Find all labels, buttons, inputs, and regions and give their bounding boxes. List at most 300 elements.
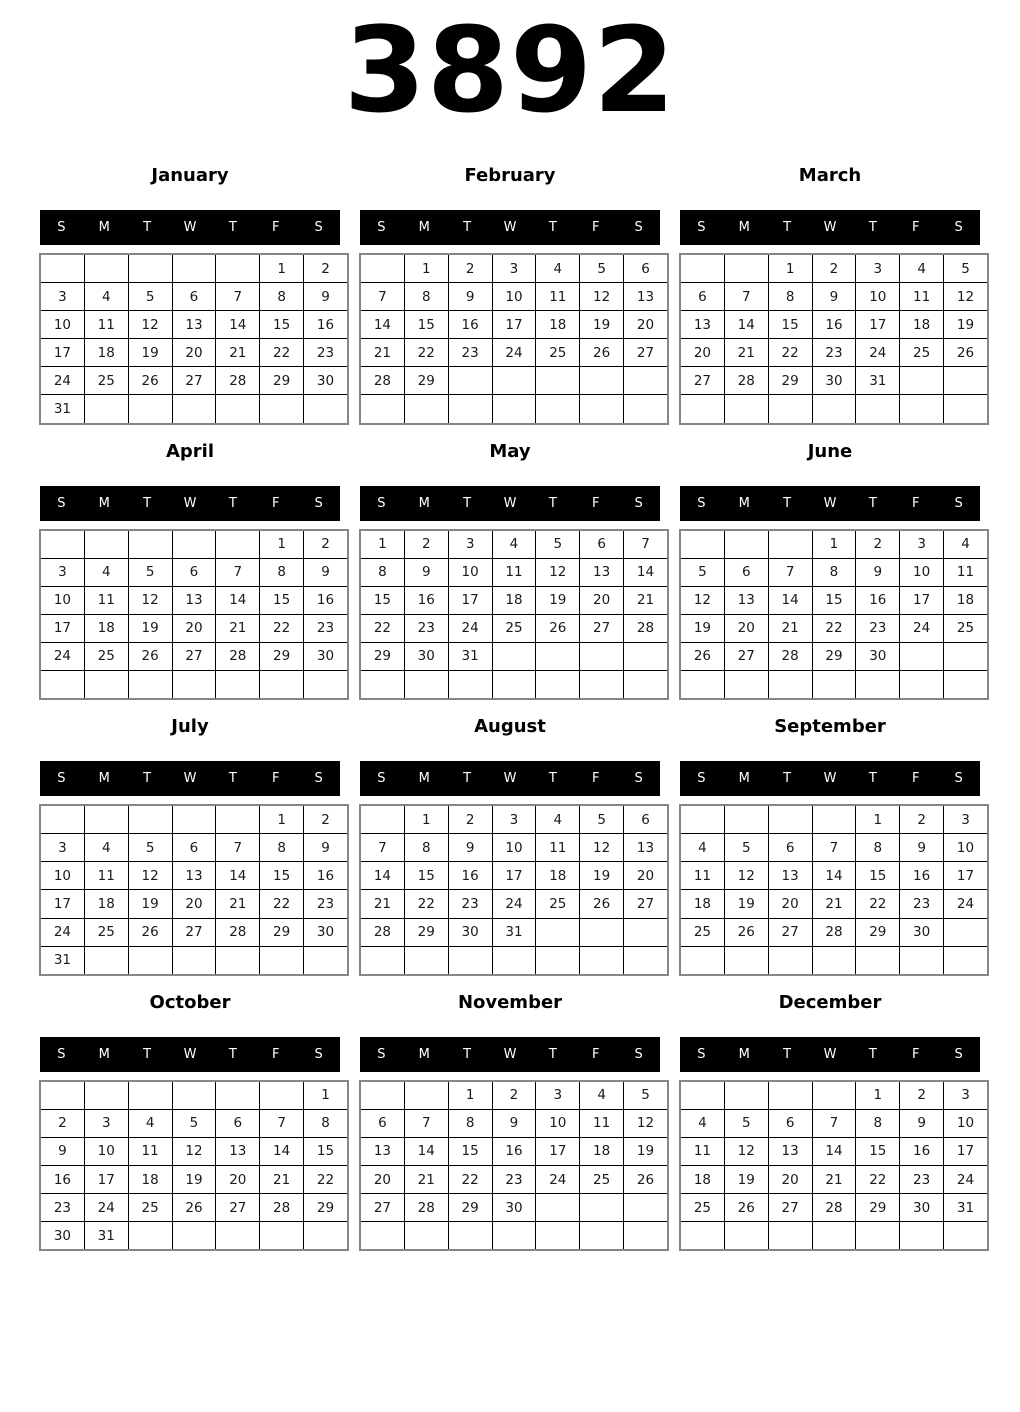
day-cell: 15 (304, 1137, 348, 1165)
day-cell: 30 (304, 918, 348, 946)
day-cell: 14 (216, 586, 260, 614)
day-cell: 27 (768, 1194, 812, 1222)
month-april (40, 441, 340, 700)
day-cell: 24 (41, 918, 85, 946)
week-row (41, 1165, 348, 1193)
day-cell: 9 (900, 834, 944, 862)
empty-day-cell (944, 1222, 988, 1250)
day-cell: 16 (812, 311, 856, 339)
month-november (360, 992, 660, 1251)
day-cell: 23 (304, 339, 348, 367)
day-cell: 13 (361, 1137, 405, 1165)
empty-day-cell (944, 918, 988, 946)
weekday-label: S (634, 1046, 643, 1062)
weekday-label: W (503, 771, 517, 787)
day-cell: 24 (492, 339, 536, 367)
empty-day-cell (492, 367, 536, 395)
day-cell: 10 (41, 586, 85, 614)
day-cell: 21 (216, 890, 260, 918)
day-cell: 14 (260, 1137, 304, 1165)
day-cell: 4 (84, 834, 128, 862)
empty-day-cell (724, 530, 768, 558)
day-cell: 29 (856, 918, 900, 946)
empty-day-cell (448, 671, 492, 699)
empty-day-cell (624, 671, 668, 699)
day-cell: 16 (404, 586, 448, 614)
empty-day-cell (84, 946, 128, 974)
day-cell: 2 (492, 1081, 536, 1109)
day-cell: 17 (84, 1165, 128, 1193)
day-cell: 6 (624, 255, 668, 283)
day-cell: 14 (724, 311, 768, 339)
weekday-header (40, 761, 340, 796)
week-row (41, 1081, 348, 1109)
day-cell: 22 (260, 890, 304, 918)
month-june (680, 441, 980, 700)
month-days-table (40, 254, 348, 424)
empty-day-cell (172, 530, 216, 558)
day-cell: 29 (856, 1194, 900, 1222)
day-cell: 6 (580, 530, 624, 558)
day-cell: 15 (404, 311, 448, 339)
day-cell: 11 (580, 1109, 624, 1137)
day-cell: 14 (216, 311, 260, 339)
day-cell: 30 (812, 367, 856, 395)
day-cell: 30 (900, 918, 944, 946)
empty-day-cell (580, 1194, 624, 1222)
week-row (681, 614, 988, 642)
month-may (360, 441, 660, 700)
weekday-header (360, 1037, 660, 1072)
day-cell: 20 (768, 1165, 812, 1193)
week-row (681, 946, 988, 974)
day-cell: 25 (580, 1165, 624, 1193)
empty-day-cell (492, 395, 536, 423)
empty-day-cell (84, 1081, 128, 1109)
day-cell: 2 (448, 806, 492, 834)
empty-day-cell (41, 671, 85, 699)
day-cell: 8 (304, 1109, 348, 1137)
day-cell: 17 (536, 1137, 580, 1165)
empty-day-cell (260, 1222, 304, 1250)
day-cell: 2 (900, 806, 944, 834)
week-row (41, 283, 348, 311)
day-cell: 4 (681, 834, 725, 862)
day-cell: 19 (944, 311, 988, 339)
day-cell: 6 (172, 283, 216, 311)
empty-day-cell (172, 1081, 216, 1109)
day-cell: 11 (492, 558, 536, 586)
week-row (41, 558, 348, 586)
day-cell: 31 (41, 395, 85, 423)
empty-day-cell (84, 255, 128, 283)
day-cell: 30 (404, 642, 448, 670)
weekday-label: M (418, 771, 430, 787)
empty-day-cell (768, 806, 812, 834)
day-cell: 4 (580, 1081, 624, 1109)
day-cell: 18 (536, 862, 580, 890)
day-cell: 10 (84, 1137, 128, 1165)
weekday-label: W (183, 220, 197, 235)
day-cell: 29 (812, 642, 856, 670)
week-row (681, 1194, 988, 1222)
weekday-label: M (98, 495, 110, 511)
day-cell: 26 (580, 890, 624, 918)
day-cell: 4 (536, 255, 580, 283)
weekday-label: S (57, 1046, 66, 1062)
week-row (361, 1109, 668, 1137)
empty-day-cell (536, 671, 580, 699)
day-cell: 16 (304, 586, 348, 614)
week-row (41, 255, 348, 283)
day-cell: 27 (624, 339, 668, 367)
day-cell: 12 (624, 1109, 668, 1137)
day-cell: 18 (84, 890, 128, 918)
empty-day-cell (304, 1222, 348, 1250)
day-cell: 19 (580, 862, 624, 890)
day-cell: 5 (172, 1109, 216, 1137)
day-cell: 23 (448, 339, 492, 367)
day-cell: 10 (41, 311, 85, 339)
empty-day-cell (944, 642, 988, 670)
month-title: January (151, 165, 229, 186)
weekday-label: M (418, 220, 430, 235)
weekday-label: T (228, 495, 237, 511)
day-cell: 26 (944, 339, 988, 367)
weekday-label: T (463, 1046, 472, 1062)
weekday-label: T (143, 495, 152, 511)
day-cell: 1 (260, 530, 304, 558)
day-cell: 8 (812, 558, 856, 586)
day-cell: 28 (812, 1194, 856, 1222)
day-cell: 6 (361, 1109, 405, 1137)
week-row (41, 311, 348, 339)
day-cell: 20 (624, 311, 668, 339)
month-days-table (680, 530, 988, 700)
empty-day-cell (900, 367, 944, 395)
week-row (41, 586, 348, 614)
day-cell: 16 (900, 862, 944, 890)
day-cell: 14 (624, 558, 668, 586)
day-cell: 19 (128, 339, 172, 367)
weekday-label: T (868, 1046, 877, 1062)
day-cell: 28 (216, 642, 260, 670)
months-grid (0, 165, 1020, 1250)
day-cell: 31 (492, 918, 536, 946)
empty-day-cell (216, 1081, 260, 1109)
week-row (361, 642, 668, 670)
month-august (360, 716, 660, 975)
day-cell: 9 (304, 283, 348, 311)
day-cell: 13 (724, 586, 768, 614)
empty-day-cell (724, 671, 768, 699)
day-cell: 16 (41, 1165, 85, 1193)
day-cell: 28 (216, 918, 260, 946)
empty-day-cell (128, 530, 172, 558)
day-cell: 11 (536, 283, 580, 311)
weekday-label: T (143, 771, 152, 787)
empty-day-cell (128, 671, 172, 699)
week-row (681, 1165, 988, 1193)
day-cell: 12 (128, 586, 172, 614)
day-cell: 21 (216, 614, 260, 642)
day-cell: 16 (448, 311, 492, 339)
month-december (680, 992, 980, 1251)
week-row (41, 642, 348, 670)
weekday-label: F (591, 220, 600, 235)
empty-day-cell (536, 1194, 580, 1222)
day-cell: 7 (404, 1109, 448, 1137)
day-cell: 24 (944, 890, 988, 918)
month-title: August (474, 716, 546, 738)
empty-day-cell (681, 530, 725, 558)
day-cell: 3 (900, 530, 944, 558)
day-cell: 4 (84, 283, 128, 311)
weekday-label: M (418, 1046, 430, 1062)
week-row (361, 1137, 668, 1165)
empty-day-cell (812, 671, 856, 699)
day-cell: 10 (492, 283, 536, 311)
empty-day-cell (768, 1081, 812, 1109)
weekday-label: S (377, 495, 386, 511)
day-cell: 15 (768, 311, 812, 339)
empty-day-cell (768, 671, 812, 699)
day-cell: 19 (536, 586, 580, 614)
day-cell: 23 (304, 614, 348, 642)
week-row (681, 918, 988, 946)
week-row (41, 339, 348, 367)
day-cell: 27 (216, 1194, 260, 1222)
weekday-label: W (823, 220, 837, 235)
week-row (361, 946, 668, 974)
day-cell: 29 (260, 642, 304, 670)
month-days-table (40, 530, 348, 700)
empty-day-cell (856, 395, 900, 423)
day-cell: 26 (624, 1165, 668, 1193)
empty-day-cell (172, 395, 216, 423)
day-cell: 1 (768, 255, 812, 283)
month-days-table (360, 254, 668, 424)
weekday-label: T (548, 220, 557, 235)
week-row (681, 1081, 988, 1109)
weekday-header (40, 1037, 340, 1072)
day-cell: 13 (768, 862, 812, 890)
month-july (40, 716, 340, 975)
weekday-label: M (98, 1046, 110, 1062)
empty-day-cell (304, 395, 348, 423)
week-row (361, 558, 668, 586)
day-cell: 9 (812, 283, 856, 311)
empty-day-cell (900, 395, 944, 423)
weekday-label: W (503, 495, 517, 511)
empty-day-cell (404, 1222, 448, 1250)
week-row (361, 1081, 668, 1109)
weekday-header (40, 486, 340, 521)
empty-day-cell (681, 671, 725, 699)
week-row (41, 1109, 348, 1137)
weekday-label: S (954, 220, 963, 235)
weekday-header (680, 1037, 980, 1072)
day-cell: 27 (172, 918, 216, 946)
weekday-label: T (143, 1046, 152, 1062)
empty-day-cell (361, 395, 405, 423)
month-october (40, 992, 340, 1251)
weekday-label: F (591, 771, 600, 787)
empty-day-cell (624, 1222, 668, 1250)
day-cell: 5 (128, 558, 172, 586)
empty-day-cell (900, 946, 944, 974)
day-cell: 8 (768, 283, 812, 311)
weekday-label: T (868, 495, 877, 511)
empty-day-cell (260, 671, 304, 699)
month-title: November (457, 991, 563, 1013)
day-cell: 26 (724, 1194, 768, 1222)
month-days-table (40, 1081, 348, 1251)
empty-day-cell (900, 671, 944, 699)
empty-day-cell (304, 946, 348, 974)
day-cell: 30 (900, 1194, 944, 1222)
weekday-label: S (954, 1046, 963, 1062)
day-cell: 28 (361, 367, 405, 395)
day-cell: 1 (812, 530, 856, 558)
week-row (681, 558, 988, 586)
empty-day-cell (172, 946, 216, 974)
day-cell: 8 (404, 834, 448, 862)
empty-day-cell (41, 530, 85, 558)
day-cell: 23 (812, 339, 856, 367)
week-row (361, 806, 668, 834)
empty-day-cell (580, 918, 624, 946)
day-cell: 3 (944, 1081, 988, 1109)
day-cell: 12 (724, 1137, 768, 1165)
empty-day-cell (768, 1222, 812, 1250)
day-cell: 1 (404, 255, 448, 283)
day-cell: 6 (216, 1109, 260, 1137)
day-cell: 11 (944, 558, 988, 586)
empty-day-cell (361, 255, 405, 283)
week-row (681, 395, 988, 423)
day-cell: 10 (944, 834, 988, 862)
day-cell: 7 (260, 1109, 304, 1137)
day-cell: 23 (448, 890, 492, 918)
weekday-label: T (228, 220, 237, 235)
weekday-label: W (823, 771, 837, 787)
month-september (680, 716, 980, 975)
week-row (361, 283, 668, 311)
year-title: 3892 (343, 1, 677, 139)
day-cell: 3 (41, 283, 85, 311)
day-cell: 25 (84, 367, 128, 395)
empty-day-cell (768, 530, 812, 558)
empty-day-cell (41, 255, 85, 283)
day-cell: 9 (900, 1109, 944, 1137)
empty-day-cell (172, 255, 216, 283)
empty-day-cell (536, 946, 580, 974)
weekday-label: S (954, 495, 963, 511)
day-cell: 24 (900, 614, 944, 642)
weekday-label: S (57, 771, 66, 787)
day-cell: 9 (856, 558, 900, 586)
day-cell: 13 (172, 311, 216, 339)
day-cell: 3 (856, 255, 900, 283)
day-cell: 15 (260, 586, 304, 614)
day-cell: 23 (41, 1194, 85, 1222)
day-cell: 27 (724, 642, 768, 670)
day-cell: 8 (448, 1109, 492, 1137)
day-cell: 20 (580, 586, 624, 614)
empty-day-cell (681, 946, 725, 974)
week-row (361, 339, 668, 367)
empty-day-cell (448, 946, 492, 974)
day-cell: 13 (172, 862, 216, 890)
empty-day-cell (536, 642, 580, 670)
day-cell: 21 (812, 890, 856, 918)
day-cell: 2 (41, 1109, 85, 1137)
weekday-label: W (823, 495, 837, 511)
day-cell: 14 (216, 862, 260, 890)
empty-day-cell (260, 395, 304, 423)
day-cell: 2 (404, 530, 448, 558)
day-cell: 17 (492, 311, 536, 339)
day-cell: 5 (724, 1109, 768, 1137)
empty-day-cell (536, 367, 580, 395)
day-cell: 11 (84, 586, 128, 614)
empty-day-cell (84, 806, 128, 834)
day-cell: 22 (404, 890, 448, 918)
empty-day-cell (624, 918, 668, 946)
day-cell: 18 (128, 1165, 172, 1193)
empty-day-cell (900, 1222, 944, 1250)
weekday-label: F (911, 495, 920, 511)
day-cell: 11 (900, 283, 944, 311)
day-cell: 6 (624, 806, 668, 834)
day-cell: 21 (768, 614, 812, 642)
day-cell: 21 (216, 339, 260, 367)
day-cell: 6 (768, 834, 812, 862)
day-cell: 9 (492, 1109, 536, 1137)
day-cell: 26 (580, 339, 624, 367)
weekday-label: S (314, 771, 323, 787)
day-cell: 16 (900, 1137, 944, 1165)
empty-day-cell (856, 1222, 900, 1250)
day-cell: 4 (84, 558, 128, 586)
week-row (681, 834, 988, 862)
day-cell: 20 (172, 614, 216, 642)
month-title: July (171, 716, 209, 738)
day-cell: 2 (304, 530, 348, 558)
day-cell: 13 (580, 558, 624, 586)
empty-day-cell (304, 671, 348, 699)
day-cell: 6 (724, 558, 768, 586)
weekday-label: F (911, 771, 920, 787)
empty-day-cell (492, 642, 536, 670)
day-cell: 30 (856, 642, 900, 670)
day-cell: 11 (536, 834, 580, 862)
week-row (41, 862, 348, 890)
weekday-header (360, 210, 660, 245)
weekday-label: M (98, 771, 110, 787)
day-cell: 9 (304, 834, 348, 862)
day-cell: 8 (856, 1109, 900, 1137)
day-cell: 17 (900, 586, 944, 614)
empty-day-cell (624, 642, 668, 670)
day-cell: 24 (856, 339, 900, 367)
weekday-label: T (783, 220, 792, 235)
weekday-label: F (271, 1046, 280, 1062)
day-cell: 10 (41, 862, 85, 890)
day-cell: 7 (216, 558, 260, 586)
empty-day-cell (724, 395, 768, 423)
